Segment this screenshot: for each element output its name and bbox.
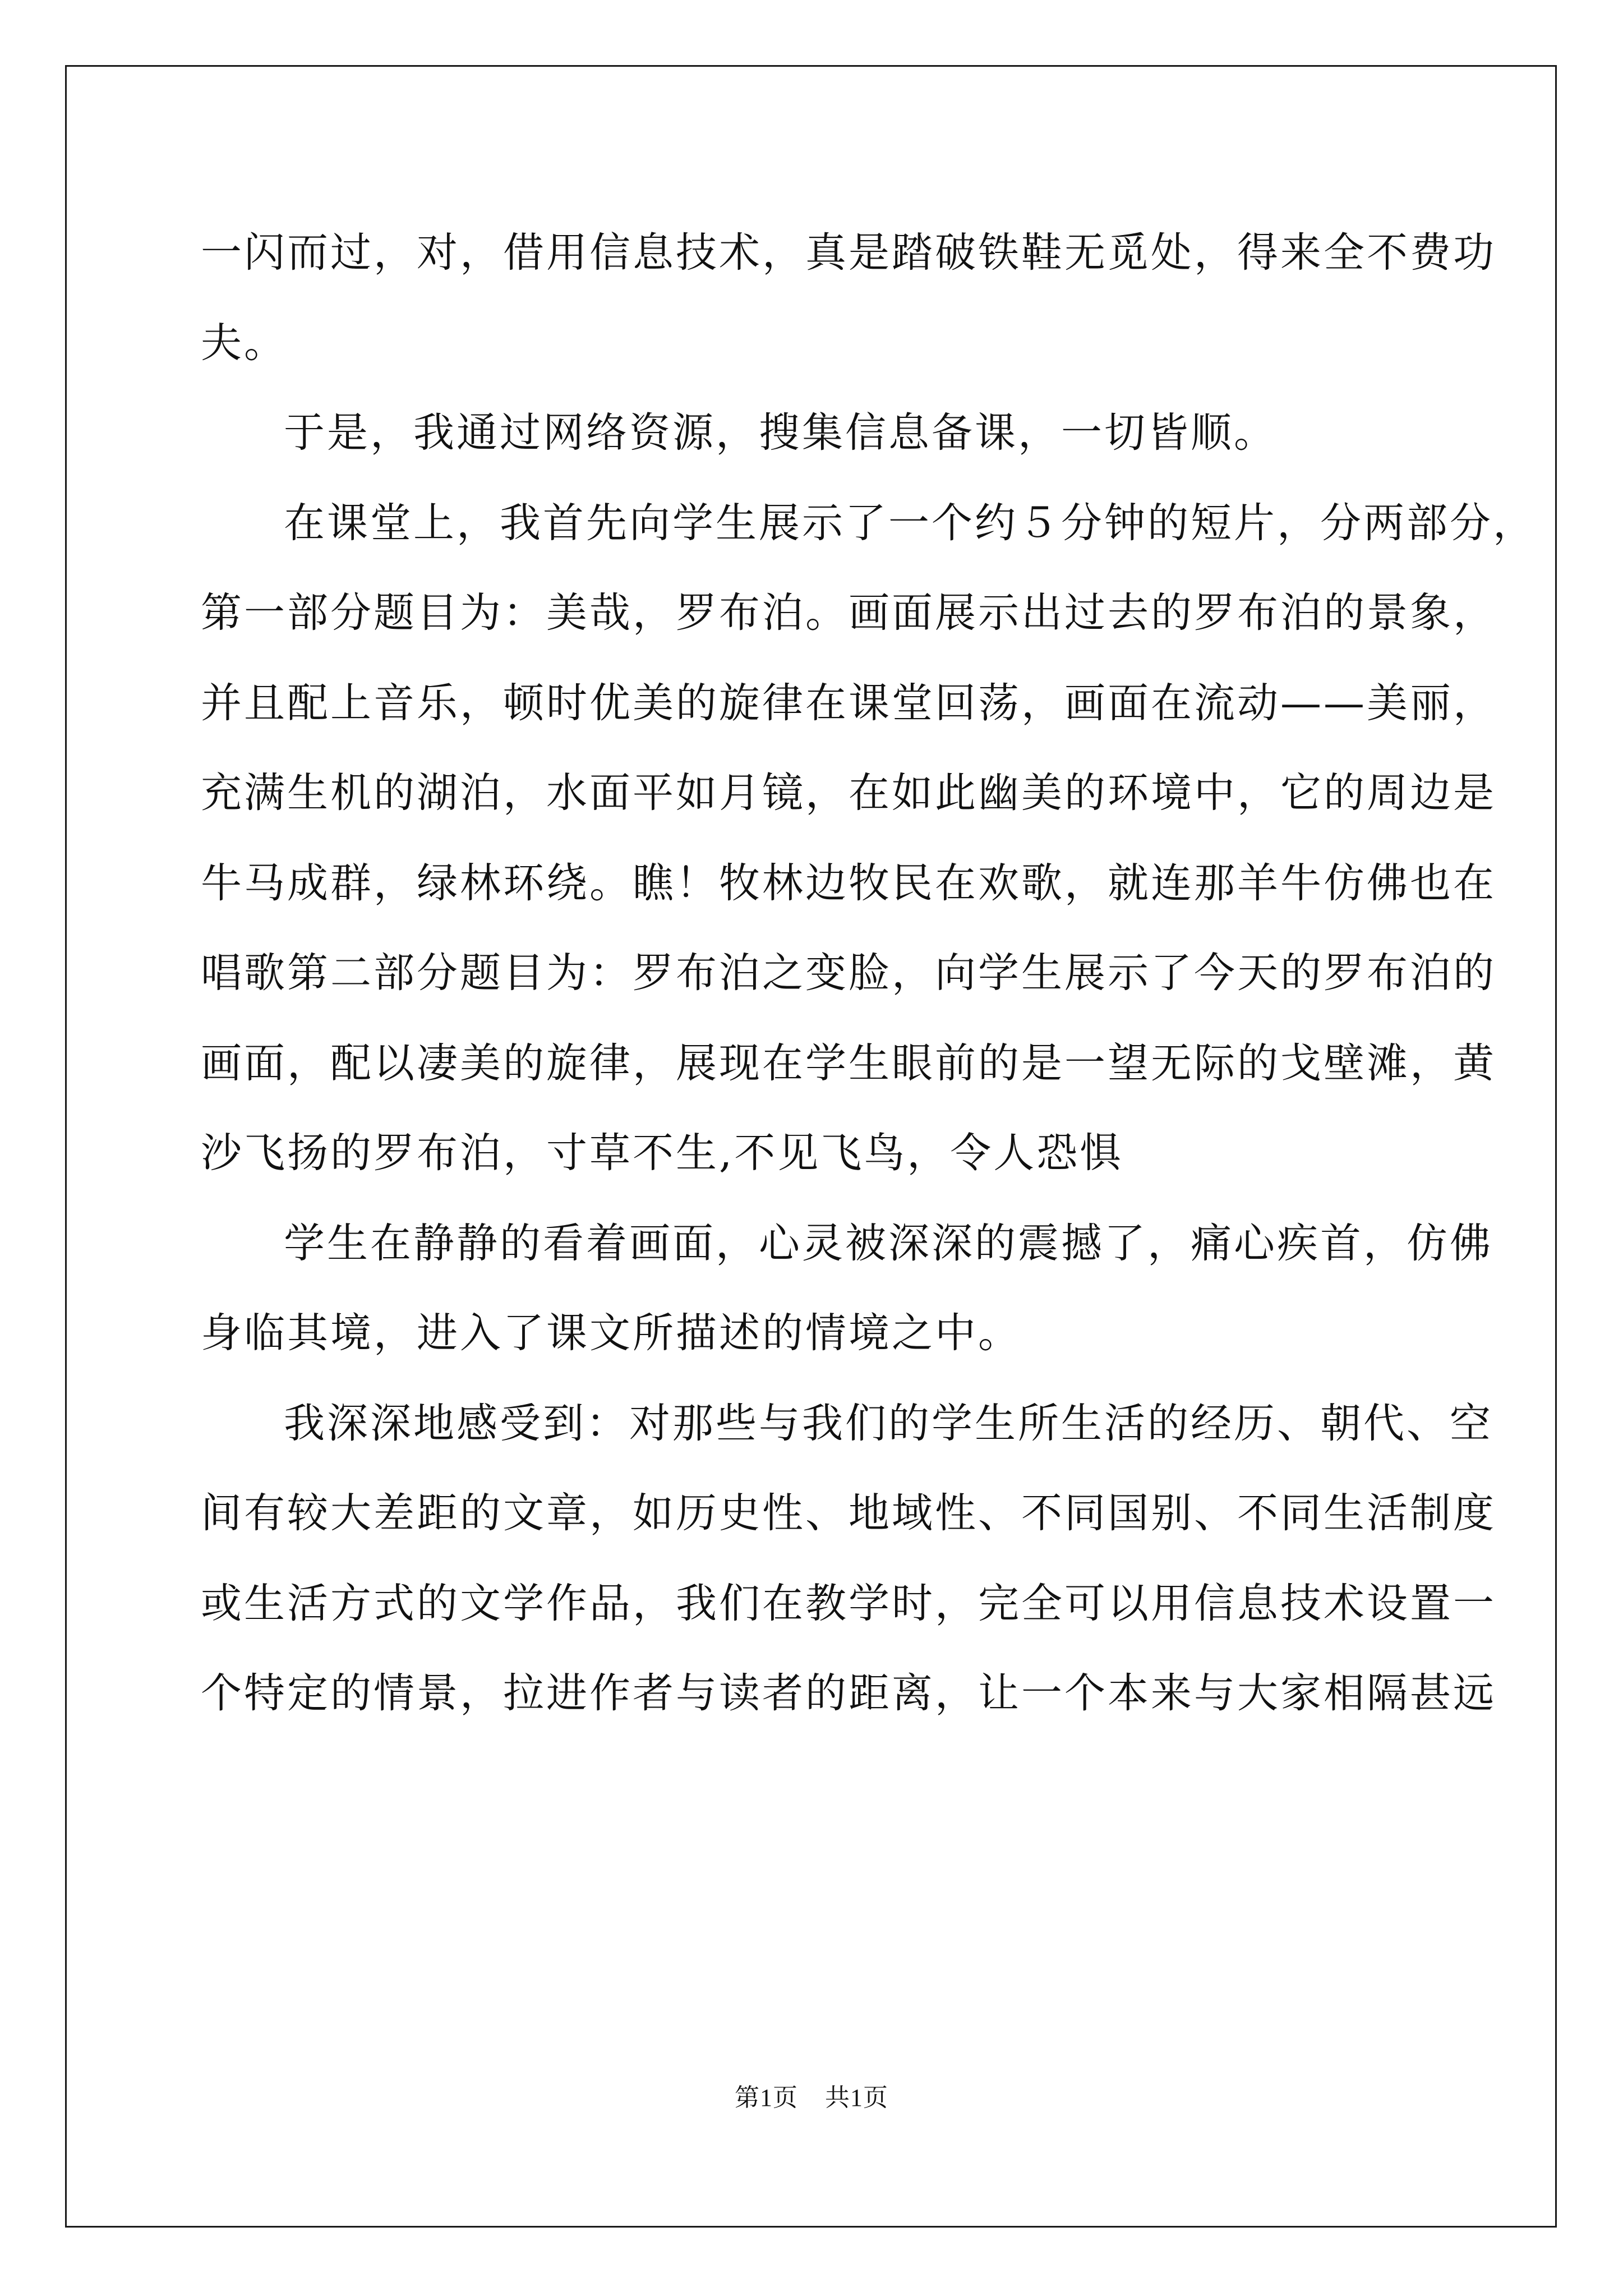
text-line: 沙飞扬的罗布泊，寸草不生,不见飞鸟，令人恐惧 xyxy=(201,1129,1123,1177)
text-line: 第一部分题目为：美哉，罗布泊。画面展示出过去的罗布泊的景象， xyxy=(201,589,1496,637)
text-line: 牛马成群，绿林环绕。瞧！牧林边牧民在欢歌，就连那羊牛仿佛也在 xyxy=(201,859,1496,907)
text-line: 间有较大差距的文章，如历史性、地域性、不同国别、不同生活制度 xyxy=(201,1489,1496,1537)
page-number: 第1页 xyxy=(735,2084,798,2111)
text-line: 我深深地感受到：对那些与我们的学生所生活的经历、朝代、空 xyxy=(284,1399,1493,1447)
text-line: 唱歌第二部分题目为：罗布泊之变脸，向学生展示了今天的罗布泊的 xyxy=(201,949,1496,997)
text-line: 并且配上音乐，顿时优美的旋律在课堂回荡，画面在流动——美丽， xyxy=(201,679,1496,727)
text-line: 身临其境，进入了课文所描述的情境之中。 xyxy=(201,1309,1021,1357)
text-line: 夫。 xyxy=(201,319,287,367)
text-line: 个特定的情景，拉进作者与读者的距离，让一个本来与大家相隔甚远 xyxy=(201,1669,1496,1717)
text-line: 学生在静静的看着画面，心灵被深深的震撼了，痛心疾首，仿佛 xyxy=(284,1219,1493,1267)
page-footer xyxy=(0,2081,1623,2115)
text-line: 于是，我通过网络资源，搜集信息备课，一切皆顺。 xyxy=(284,409,1277,457)
text-line: 画面，配以凄美的旋律，展现在学生眼前的是一望无际的戈壁滩，黄 xyxy=(201,1039,1496,1087)
text-line: 或生活方式的文学作品，我们在教学时，完全可以用信息技术设置一 xyxy=(201,1579,1496,1627)
text-line: 在课堂上，我首先向学生展示了一个约５分钟的短片，分两部分， xyxy=(284,499,1536,547)
page-total: 共1页 xyxy=(825,2084,888,2111)
document-body xyxy=(201,218,1536,1749)
text-line: 充满生机的湖泊，水面平如月镜，在如此幽美的环境中，它的周边是 xyxy=(201,769,1496,817)
text-line: 一闪而过，对，借用信息技术，真是踏破铁鞋无觅处，得来全不费功 xyxy=(201,229,1496,277)
